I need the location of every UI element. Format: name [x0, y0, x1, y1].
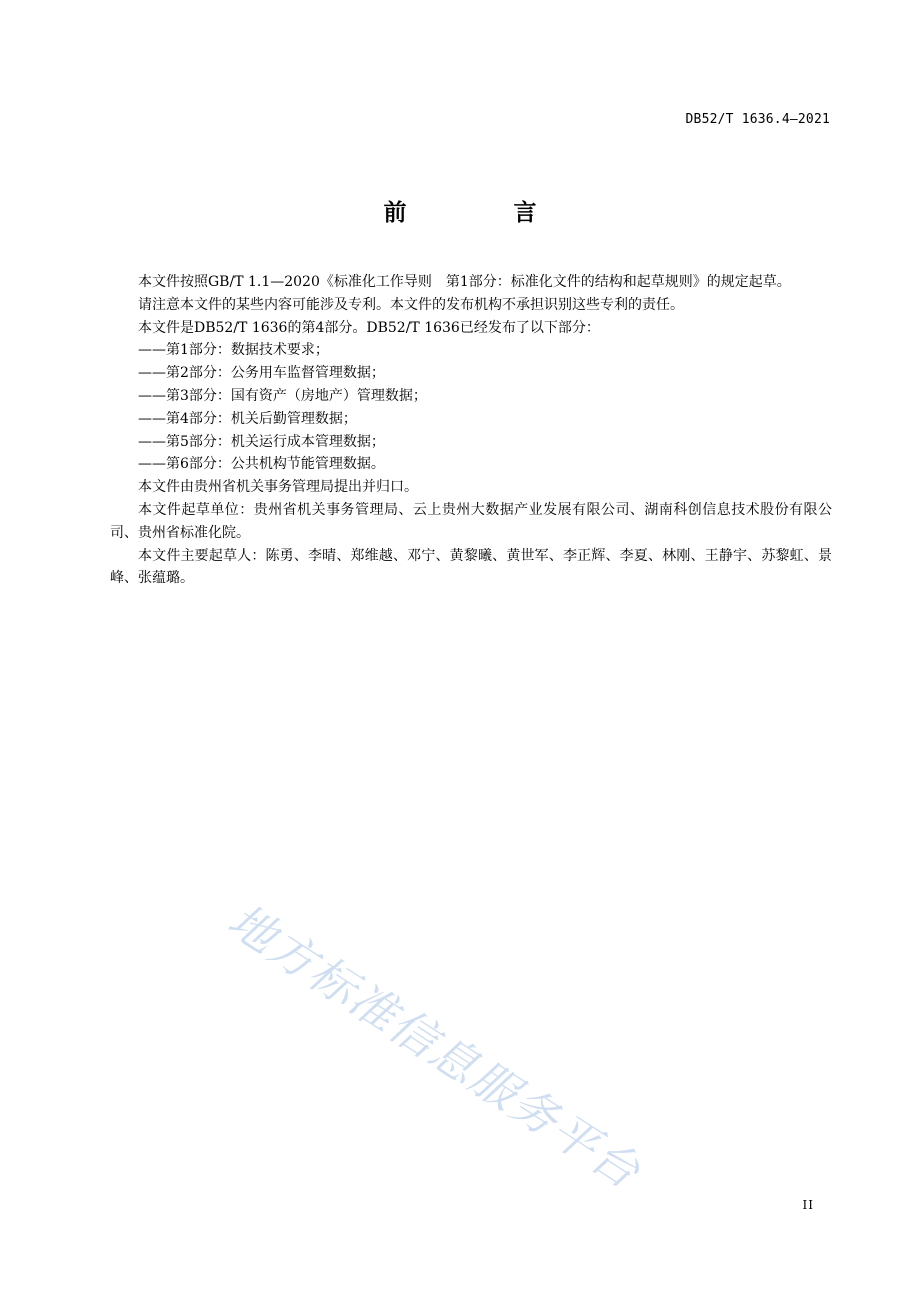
- watermark: 地方标准信息服务平台: [218, 892, 651, 1200]
- paragraph-proposer: 本文件由贵州省机关事务管理局提出并归口。: [138, 479, 418, 496]
- page-number: II: [802, 1198, 814, 1212]
- paragraph-drafting-rules: 本文件按照GB/T 1.1—2020《标准化工作导则 第1部分：标准化文件的结构和起草规则》的规定起草。: [138, 274, 791, 290]
- paragraph-patent-notice: 请注意本文件的某些内容可能涉及专利。本文件的发布机构不承担识别这些专利的责任。: [138, 296, 684, 313]
- list-item-part-5: ——第5部分：机关运行成本管理数据；: [138, 433, 385, 450]
- paragraph-drafting-units: 本文件起草单位：贵州省机关事务管理局、云上贵州大数据产业发展有限公司、湖南科创信息技术股份有限公司、贵州省标准化院。: [110, 501, 832, 541]
- paragraph-parts-intro: 本文件是DB52/T 1636的第4部分。DB52/T 1636已经发布了以下部分：: [138, 319, 600, 336]
- page-title: 前 言: [383, 200, 579, 226]
- list-item-part-1: ——第1部分：数据技术要求；: [138, 342, 329, 359]
- paragraph-drafters: 本文件主要起草人：陈勇、李晴、郑维越、邓宁、黄黎曦、黄世军、李正辉、李夏、林刚、王静宇、苏黎虹、景峰、张蕴璐。: [110, 547, 832, 587]
- list-item-part-2: ——第2部分：公务用车监督管理数据；: [138, 365, 385, 382]
- document-code: DB52/T 1636.4—2021: [685, 112, 830, 127]
- foreword-body: [110, 271, 832, 590]
- list-item-part-3: ——第3部分：国有资产（房地产）管理数据；: [138, 387, 427, 404]
- list-item-part-4: ——第4部分：机关后勤管理数据；: [138, 410, 357, 427]
- list-item-part-6: ——第6部分：公共机构节能管理数据。: [138, 456, 385, 473]
